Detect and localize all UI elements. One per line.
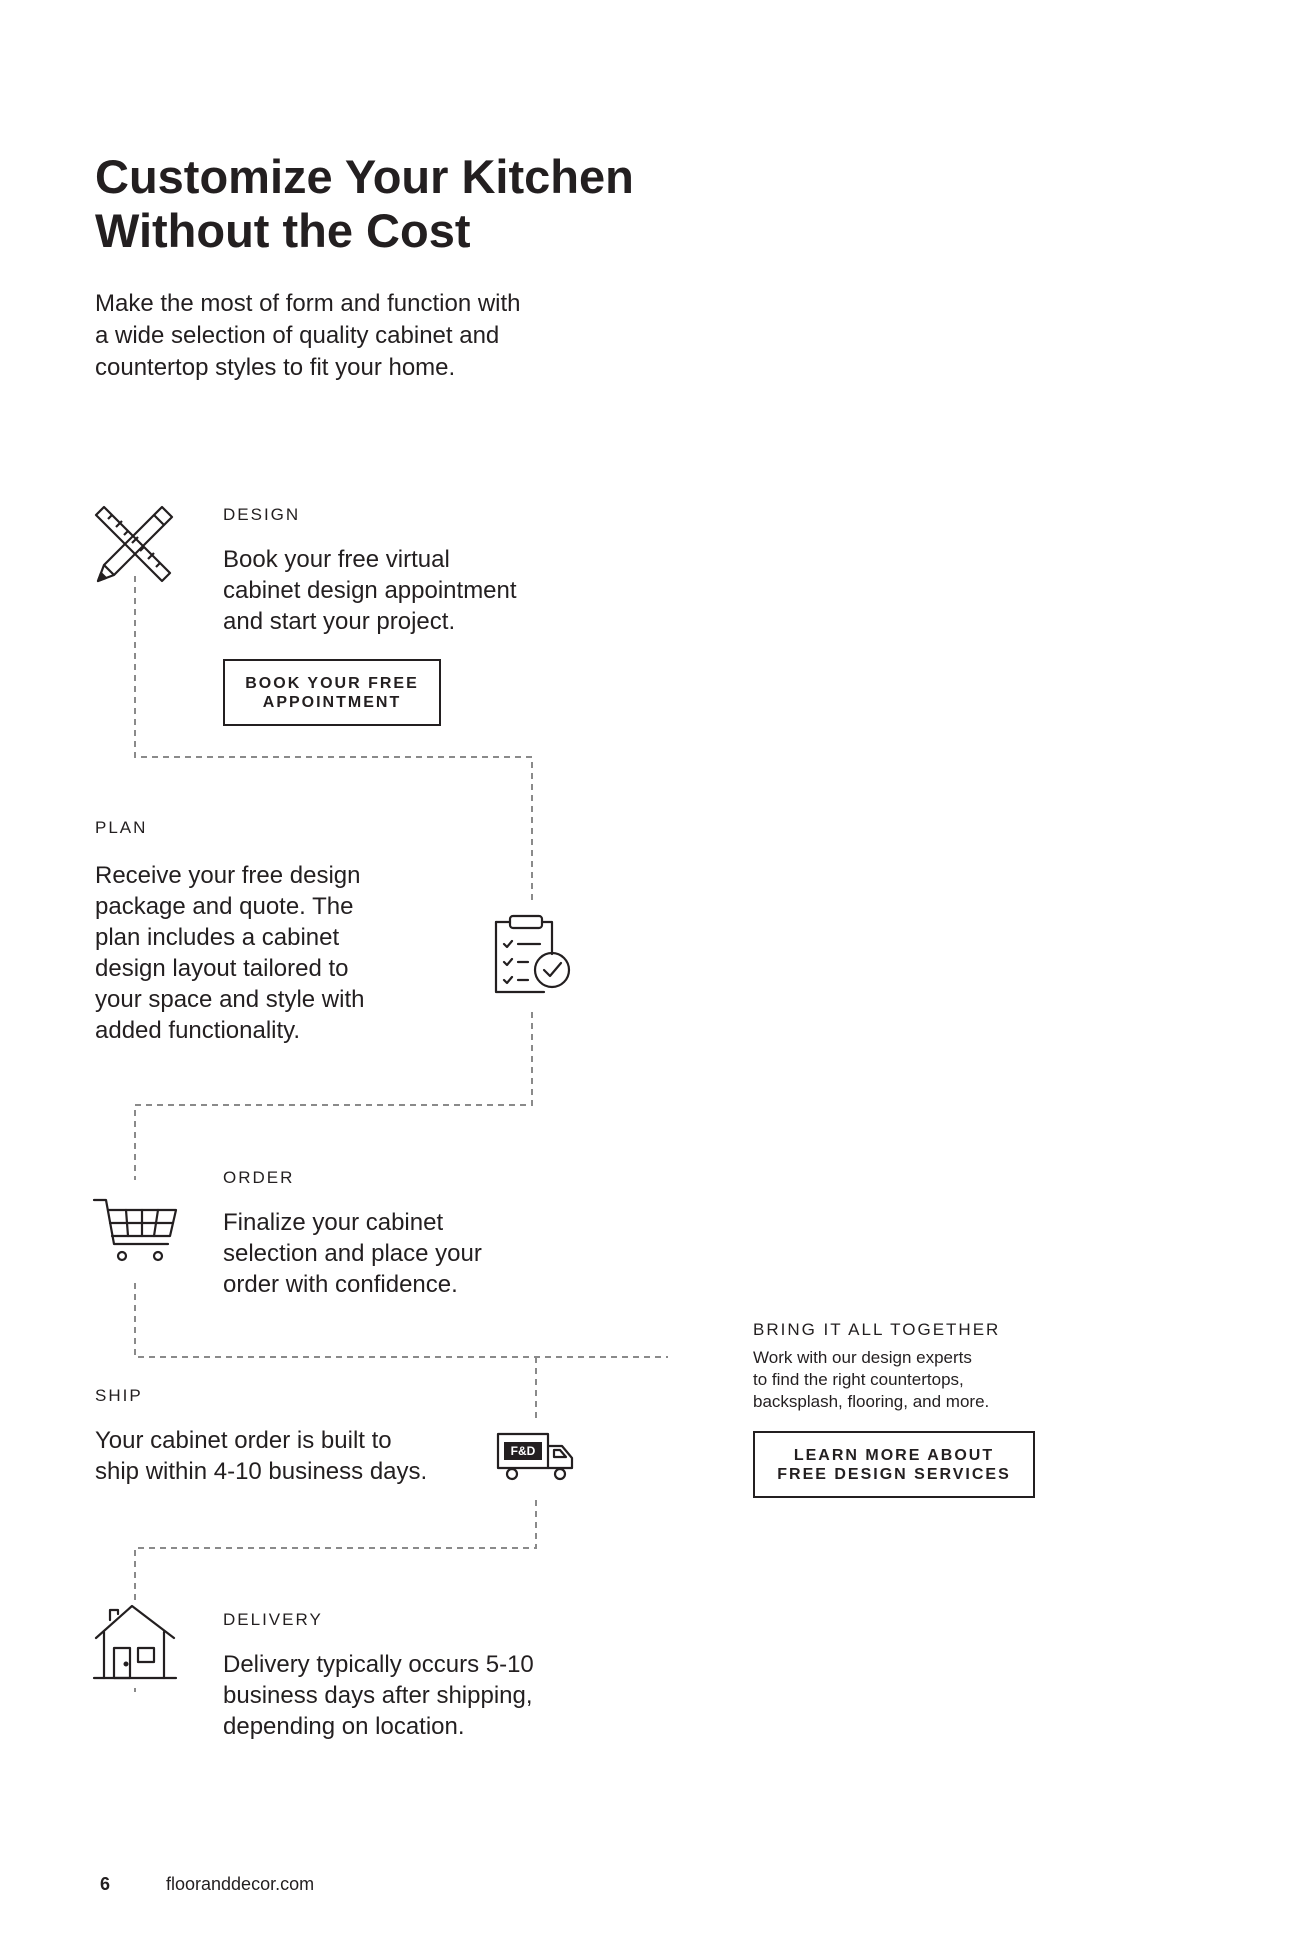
plan-line-1: Receive your free design: [95, 862, 361, 889]
order-line-3: order with confidence.: [223, 1271, 458, 1298]
ship-line-2: ship within 4-10 business days.: [95, 1458, 428, 1485]
intro-line-1: Make the most of form and function with: [95, 290, 521, 317]
ship-line-1: Your cabinet order is built to: [95, 1427, 392, 1454]
learn-more-design-services-button[interactable]: [753, 1431, 1035, 1498]
order-line-2: selection and place your: [223, 1240, 482, 1267]
plan-line-2: package and quote. The: [95, 893, 354, 920]
learn-more-line-1: LEARN MORE ABOUT: [793, 1446, 995, 1464]
title-line-1: Customize Your Kitchen: [95, 150, 634, 203]
delivery-line-3: depending on location.: [223, 1713, 465, 1740]
truck-logo-text: F&D: [510, 1444, 536, 1458]
house-icon: [92, 1602, 178, 1682]
step-delivery-text: [223, 1649, 643, 1742]
website-link[interactable]: flooranddecor.com: [166, 1874, 315, 1894]
sidebar-line-1: Work with our design experts: [753, 1348, 972, 1367]
intro-line-2: a wide selection of quality cabinet and: [95, 322, 500, 349]
design-line-2: cabinet design appointment: [223, 577, 517, 604]
title-line-2: Without the Cost: [95, 204, 471, 257]
shopping-cart-icon: [92, 1196, 178, 1268]
step-ship-label: SHIP: [95, 1386, 143, 1405]
order-line-1: Finalize your cabinet: [223, 1209, 444, 1236]
step-ship-text: [95, 1425, 515, 1487]
step-design-label: DESIGN: [223, 505, 301, 524]
plan-line-6: added functionality.: [95, 1017, 301, 1044]
connector-ship-delivery: [135, 1500, 536, 1600]
plan-line-3: plan includes a cabinet: [95, 924, 340, 951]
step-order-text: [223, 1207, 623, 1300]
sidebar-title: BRING IT ALL TOGETHER: [753, 1320, 1001, 1339]
book-appointment-button[interactable]: [223, 659, 441, 726]
ruler-pencil-icon: [92, 503, 176, 587]
delivery-line-2: business days after shipping,: [223, 1682, 533, 1709]
delivery-line-1: Delivery typically occurs 5-10: [223, 1651, 534, 1678]
sidebar-line-2: to find the right countertops,: [753, 1370, 964, 1389]
book-appointment-line-2: APPOINTMENT: [262, 693, 402, 711]
delivery-truck-icon: [496, 1432, 576, 1482]
plan-line-4: design layout tailored to: [95, 955, 349, 982]
step-design-text: [223, 544, 623, 637]
design-line-1: Book your free virtual: [223, 546, 450, 573]
page-number: 6: [100, 1874, 111, 1894]
sidebar-text: [753, 1347, 1073, 1413]
clipboard-check-icon: [492, 910, 576, 1002]
step-plan-text: [95, 860, 435, 1046]
sidebar-line-3: backsplash, flooring, and more.: [753, 1392, 990, 1411]
plan-line-5: your space and style with: [95, 986, 365, 1013]
design-line-3: and start your project.: [223, 608, 456, 635]
step-delivery-label: DELIVERY: [223, 1610, 323, 1629]
step-plan-label: PLAN: [95, 818, 148, 837]
learn-more-line-2: FREE DESIGN SERVICES: [777, 1465, 1011, 1483]
step-order-label: ORDER: [223, 1168, 295, 1187]
intro-line-3: countertop styles to fit your home.: [95, 354, 456, 381]
book-appointment-line-1: BOOK YOUR FREE: [245, 674, 419, 692]
